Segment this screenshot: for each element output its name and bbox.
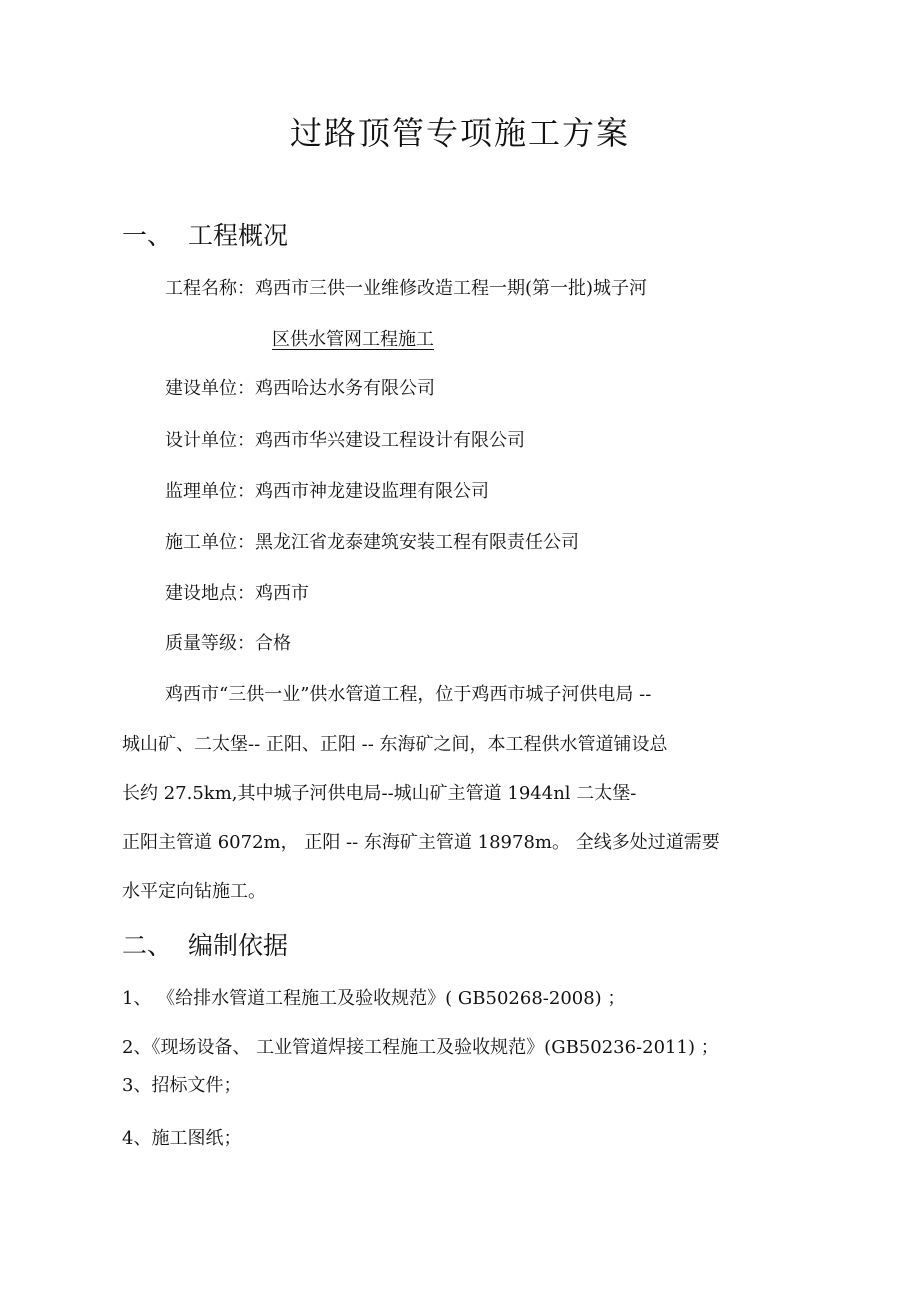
field-label: 建设地点： bbox=[165, 583, 255, 604]
field-label: 监理单位： bbox=[165, 481, 255, 502]
field-value: 黑龙江省龙泰建筑安装工程有限责任公司 bbox=[255, 532, 579, 553]
field-location bbox=[165, 579, 309, 605]
section-2-number: 二、 bbox=[122, 931, 173, 960]
field-builder bbox=[165, 374, 435, 400]
reference-item: 3、招标文件； bbox=[122, 1075, 242, 1096]
section-1-number: 一、 bbox=[122, 221, 173, 250]
section-1-title: 工程概况 bbox=[188, 221, 289, 250]
field-value: 鸡西哈达水务有限公司 bbox=[255, 378, 435, 399]
field-label: 设计单位： bbox=[165, 430, 255, 451]
paragraph-line: 鸡西市“三供一业”供水管道工程，位于鸡西市城子河供电局 -- bbox=[165, 684, 652, 705]
section-2-heading bbox=[122, 926, 288, 962]
field-designer bbox=[165, 426, 525, 452]
field-label: 质量等级： bbox=[165, 633, 255, 654]
project-name-continuation: 区供水管网工程施工 bbox=[272, 329, 434, 350]
project-name-value: 鸡西市三供一业维修改造工程一期(第一批)城子河 bbox=[255, 278, 648, 299]
document-title: 过路顶管专项施工方案 bbox=[289, 114, 630, 152]
field-value: 鸡西市神龙建设监理有限公司 bbox=[255, 481, 489, 502]
project-name-label: 工程名称： bbox=[165, 278, 255, 299]
reference-item: 4、施工图纸； bbox=[122, 1128, 242, 1149]
reference-item: 1、 《给排水管道工程施工及验收规范》( GB50268-2008) ； bbox=[122, 988, 626, 1009]
paragraph-line: 水平定向钻施工。 bbox=[122, 881, 266, 902]
field-value: 合格 bbox=[255, 633, 291, 654]
section-2-title: 编制依据 bbox=[188, 931, 289, 960]
paragraph-line: 长约 27.5km,其中城子河供电局--城山矿主管道 1944nl 二太堡- bbox=[122, 783, 637, 804]
field-value: 鸡西市 bbox=[255, 583, 309, 604]
field-label: 建设单位： bbox=[165, 378, 255, 399]
field-label: 施工单位： bbox=[165, 532, 255, 553]
field-quality bbox=[165, 629, 291, 655]
paragraph-line: 正阳主管道 6072m， 正阳 -- 东海矿主管道 18978m。 全线多处过道需要 bbox=[122, 832, 720, 853]
paragraph-line: 城山矿、二太堡-- 正阳、正阳 -- 东海矿之间，本工程供水管道铺设总 bbox=[122, 734, 668, 755]
field-contractor bbox=[165, 528, 579, 554]
field-supervisor bbox=[165, 477, 489, 503]
reference-item: 2、《现场设备、 工业管道焊接工程施工及验收规范》(GB50236-2011) ； bbox=[122, 1037, 719, 1058]
field-value: 鸡西市华兴建设工程设计有限公司 bbox=[255, 430, 525, 451]
project-name-row bbox=[165, 274, 647, 300]
section-1-heading bbox=[122, 216, 288, 252]
